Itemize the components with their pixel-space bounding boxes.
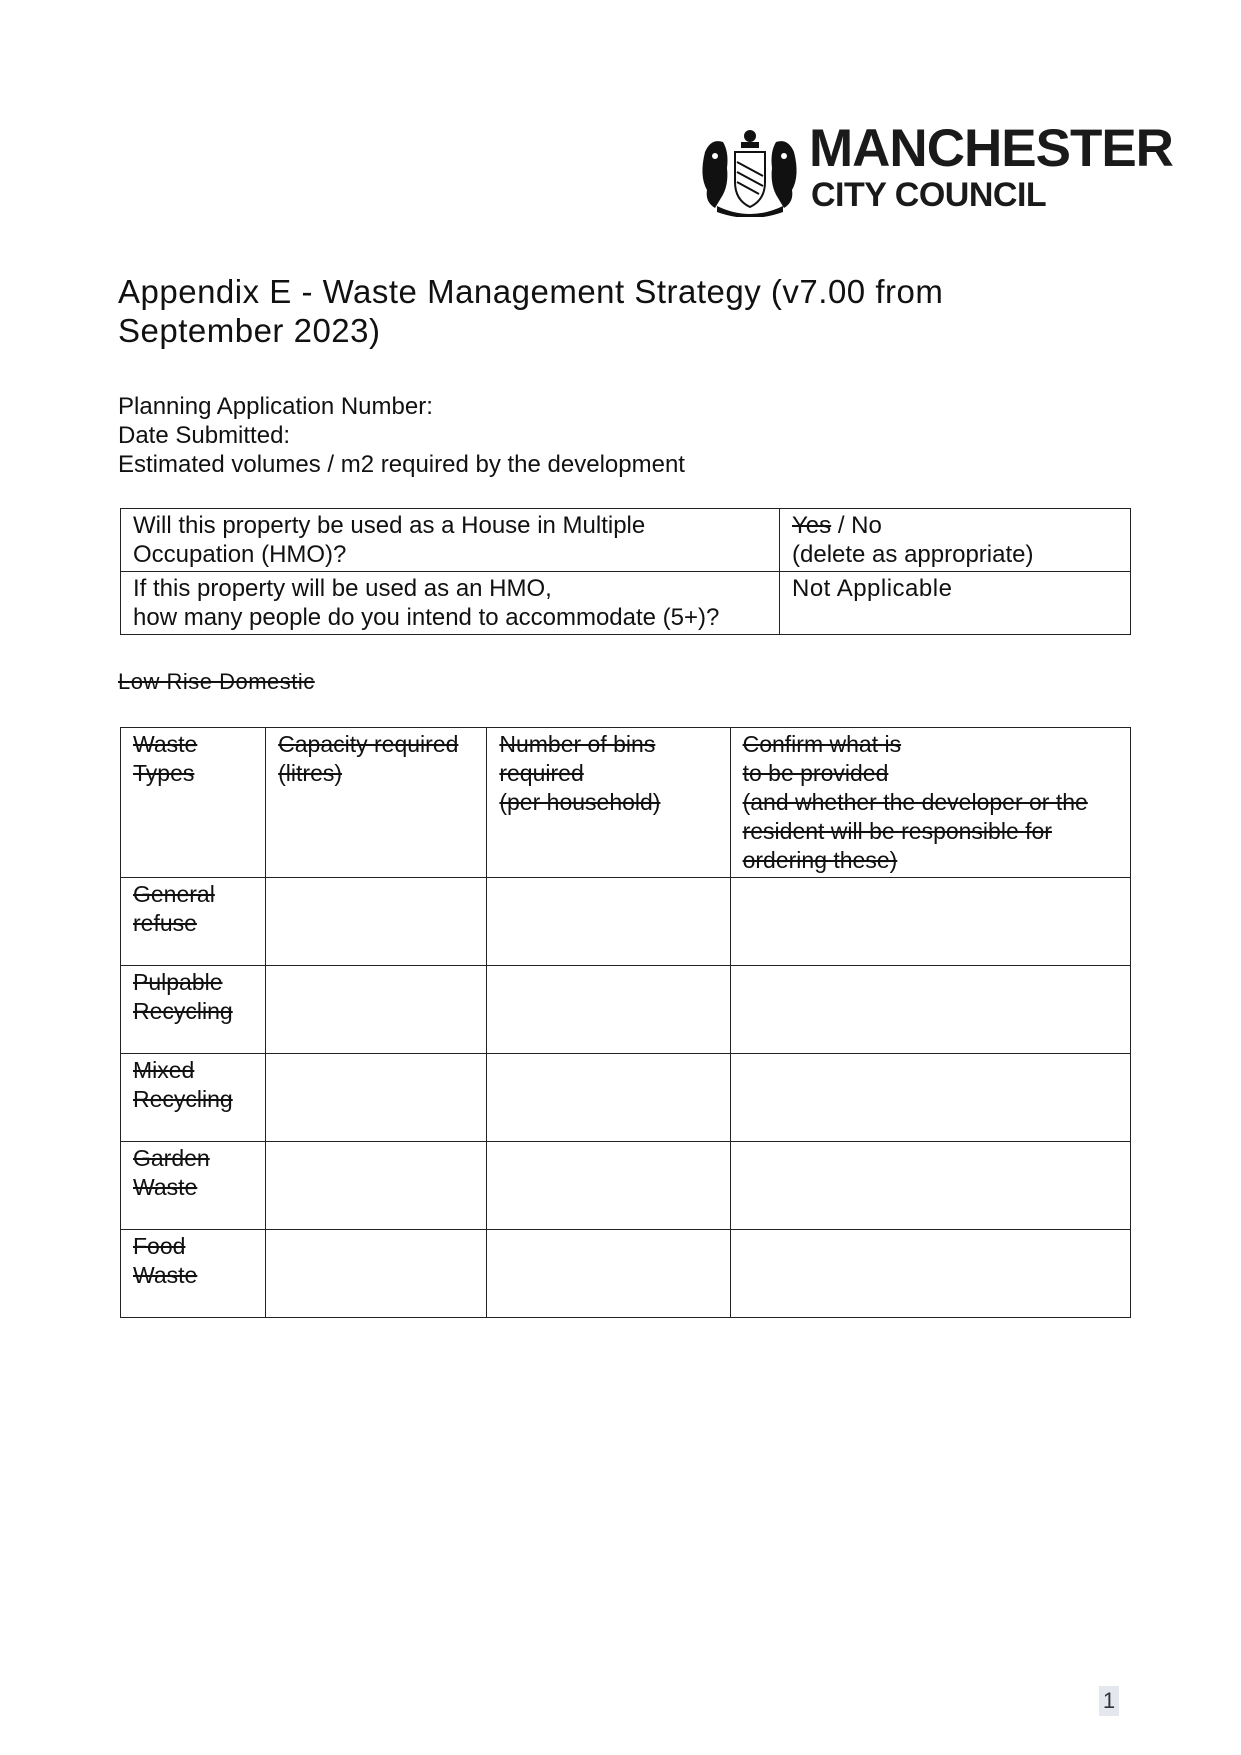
occupancy-question [121,572,780,635]
date-submitted-label: Date Submitted: [118,422,291,449]
header-text: (and whether the developer or the resident will be responsible for ordering these) [742,789,1088,873]
header-text: required [499,760,584,786]
hmo-table [120,508,1131,635]
header-text: Number of bins [499,731,656,757]
council-logo [697,119,1173,220]
logo-text-city-council: CITY COUNCIL [811,176,1047,214]
hmo-question-text: Will this property be used as a House in Multiple Occupation (HMO)? [133,512,646,568]
occupancy-answer[interactable] [780,572,1131,635]
waste-type-cell [121,878,266,966]
confirm-cell[interactable] [730,1230,1130,1318]
waste-type-text: Recycling [133,998,233,1024]
waste-type-text: Garden [133,1145,210,1171]
waste-type-text: Pulpable [133,969,223,995]
capacity-cell[interactable] [266,1142,487,1230]
coat-of-arms-icon [697,122,802,217]
occupancy-answer-text: Not Applicable [792,575,953,602]
header-text: Types [133,760,195,786]
waste-type-text: Waste [133,1262,198,1288]
header-number-of-bins [487,728,730,878]
waste-type-text: Food [133,1233,186,1259]
logo-text-manchester: MANCHESTER [809,119,1173,178]
hmo-question [121,509,780,572]
hmo-answer[interactable] [780,509,1131,572]
waste-type-text: Recycling [133,1086,233,1112]
table-header-row [121,728,1131,878]
waste-type-text: Waste [133,1174,198,1200]
waste-type-cell [121,966,266,1054]
header-capacity [266,728,487,878]
bins-cell[interactable] [487,1054,730,1142]
confirm-cell[interactable] [730,1142,1130,1230]
header-text: Confirm what is [742,731,902,757]
answer-note: (delete as appropriate) [792,541,1034,568]
waste-type-cell [121,1142,266,1230]
bins-cell[interactable] [487,966,730,1054]
low-rise-waste-table [120,727,1131,1318]
waste-type-cell [121,1054,266,1142]
table-row [121,572,1131,635]
confirm-cell[interactable] [730,878,1130,966]
header-text: (per household) [499,789,661,815]
occupancy-question-line2: how many people do you intend to accommodate (5+)? [133,604,720,631]
table-row [121,1054,1131,1142]
page-number: 1 [1099,1686,1119,1716]
planning-application-number-label: Planning Application Number: [118,393,433,420]
table-row [121,1142,1131,1230]
answer-no: / No [831,512,882,539]
waste-type-text: refuse [133,910,197,936]
capacity-cell[interactable] [266,1230,487,1318]
header-confirm-provided [730,728,1130,878]
confirm-cell[interactable] [730,966,1130,1054]
header-text: Waste [133,731,198,757]
header-text: (litres) [278,760,343,786]
occupancy-question-line1: If this property will be used as an HMO, [133,575,552,602]
table-row [121,1230,1131,1318]
answer-yes-struck: Yes [792,512,832,539]
waste-type-text: Mixed [133,1057,195,1083]
header-waste-types [121,728,266,878]
header-text: to be provided [742,760,889,786]
capacity-cell[interactable] [266,1054,487,1142]
table-row [121,966,1131,1054]
confirm-cell[interactable] [730,1054,1130,1142]
capacity-cell[interactable] [266,966,487,1054]
table-row [121,509,1131,572]
bins-cell[interactable] [487,1142,730,1230]
header-text: Capacity required [278,731,459,757]
capacity-cell[interactable] [266,878,487,966]
waste-type-text: General [133,881,215,907]
waste-type-cell [121,1230,266,1318]
application-details [118,392,685,479]
bins-cell[interactable] [487,1230,730,1318]
estimated-volumes-label: Estimated volumes / m2 required by the development [118,451,685,478]
document-title: Appendix E - Waste Management Strategy (v7.00 from September 2023) [118,273,944,349]
table-row [121,878,1131,966]
low-rise-section-label: Low Rise Domestic [118,669,315,694]
bins-cell[interactable] [487,878,730,966]
